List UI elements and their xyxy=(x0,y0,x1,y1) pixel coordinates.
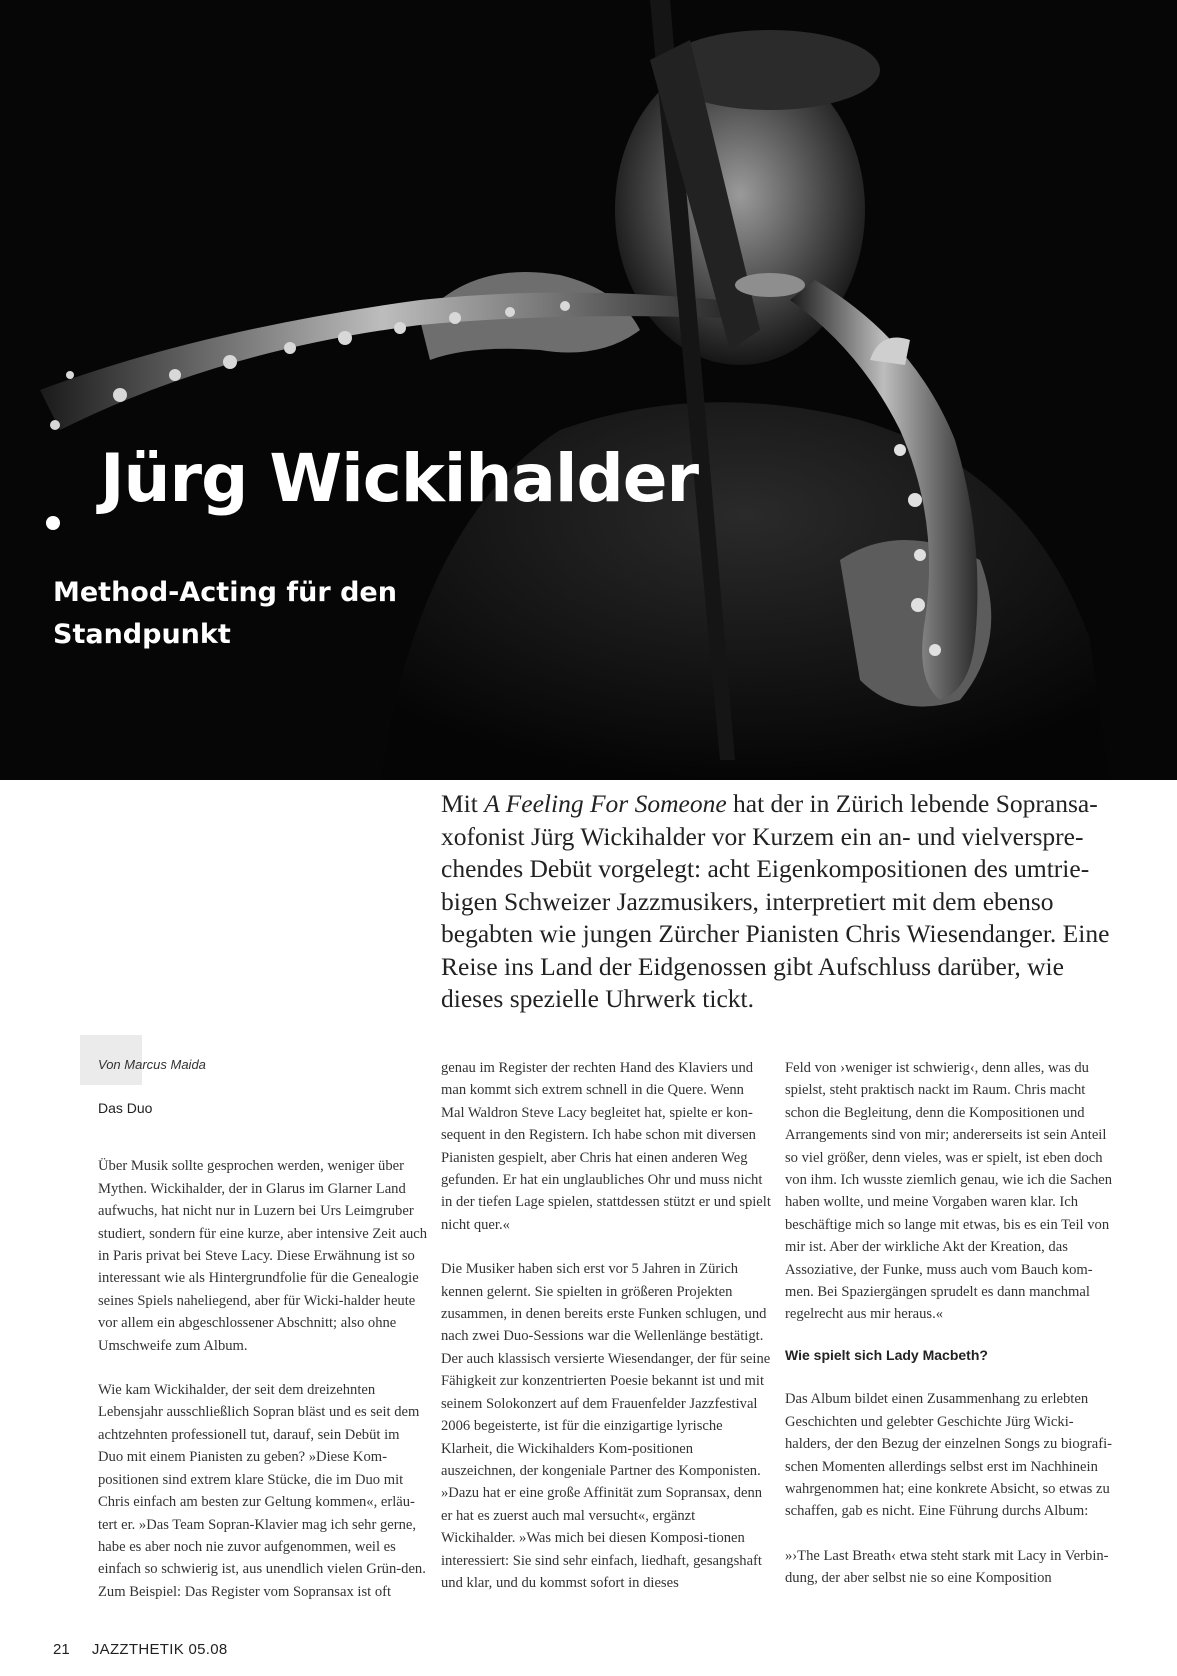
magazine-issue: JAZZTHETIK 05.08 xyxy=(91,1641,228,1658)
title-bullet xyxy=(46,516,60,530)
saxophonist-photo xyxy=(0,0,1177,780)
subtitle-line-2: Standpunkt xyxy=(53,619,231,650)
intro-lead xyxy=(441,788,1111,1016)
intro-prefix: Mit xyxy=(441,789,485,818)
article-title: Jürg Wickihalder xyxy=(100,440,699,517)
hero-photo xyxy=(0,0,1177,780)
page-number: 21 xyxy=(53,1641,70,1658)
paragraph: Das Album bildet einen Zusammenhang zu erlebten Geschichten und gelebter Geschichte Jürg Wicki-halders, der den Bezug der einzelnen Songs zu biografi-schen Momenten allerdings selbst erst im Nachhinein wahrgenommen hat; eine konkrete Absicht, so etwas zu schaffen, gab es nicht. Eine Führung durchs Album: xyxy=(785,1391,1113,1520)
album-title: A Feeling For Someone xyxy=(484,789,727,818)
paragraph: genau im Register der rechten Hand des Klaviers und man kommt sich extrem schnell in die Quere. Wenn Mal Waldron Steve Lacy begleitet hat, spielte er kon-sequent in den Registern. Ich habe schon mit diversen Pianisten gespielt, aber Chris hat einen anderen Weg gefunden. Er hat ein unglaubliches Ohr und muss nicht in der tiefen Lage spielen, stattdessen stützt er und spielt nicht quer.« xyxy=(441,1060,771,1233)
article-subtitle xyxy=(53,572,397,656)
section-heading-duo: Das Duo xyxy=(98,1100,153,1116)
article-column-1 xyxy=(98,1097,428,1625)
section-heading-lady-macbeth: Wie spielt sich Lady Macbeth? xyxy=(785,1346,988,1363)
paragraph: Die Musiker haben sich erst vor 5 Jahren in Zürich kennen gelernt. Sie spielten in größeren Projekten zusammen, in denen bereits erste Funken schlugen, und nach zwei Duo-Sessions war die Wellenlänge bestätigt. Der auch klassisch versierte Wiesendanger, der für seine Fähigkeit zur konzentrierten Poesie bekannt ist und mit seinem Solokonzert auf dem Frauenfelder Jazzfestival 2006 begeisterte, ist für die einzigartige lyrische Klarheit, die Wickihalders Kom-positionen auszeichnen, der kongeniale Partner des Komponisten. »Dazu hat er eine große Affinität zum Sopransax, denn er hat es zuerst auch mal versucht«, ergänzt Wickihalder. »Was mich bei diesen Komposi-tionen interessiert: Sie sind sehr einfach, liedhaft, gesangshaft und klar, und du kommst sofort in dieses xyxy=(441,1261,771,1591)
byline: Von Marcus Maida xyxy=(98,1057,206,1072)
article-column-2 xyxy=(441,1057,771,1616)
paragraph: »›The Last Breath‹ etwa steht stark mit Lacy in Verbin-dung, der aber selbst nie so eine Komposition xyxy=(785,1547,1109,1587)
page-footer xyxy=(53,1641,228,1658)
paragraph: Über Musik sollte gesprochen werden, weniger über Mythen. Wickihalder, der in Glarus im Glarner Land aufwuchs, hat nicht nur in Luzern bei Urs Leimgruber studiert, sondern für eine kurze, aber intensive Zeit auch in Paris privat bei Steve Lacy. Diese Erwähnung ist so interessant wie als Hintergrundfolie für die Genealogie seines Spiels naheliegend, aber für Wicki-halder heute vor allem ein abgeschlossener Abschnitt; also ohne Umschweife zum Album. xyxy=(98,1158,428,1354)
paragraph: Feld von ›weniger ist schwierig‹, denn alles, was du spielst, steht praktisch nackt im Raum. Chris macht schon die Begleitung, denn die Kompositionen und Arrangements sind von mir; andererseits ist sein Anteil so viel größer, denn vieles, was er spielt, ist eben doch von ihm. Ich wusste ziemlich genau, wie ich die Sachen haben wollte, und meine Vorgaben waren klar. Ich beschäftige mich so lange mit etwas, bis es ein Teil von mir ist. Aber der wirkliche Akt der Kreation, das Assoziative, der Funke, muss auch vom Bauch kom-men. Bei Spaziergängen sprudelt es dann manchmal regelrecht aus mir heraus.« xyxy=(785,1060,1113,1323)
intro-text: hat der in Zürich lebende Sopransa-xofonist Jürg Wickihalder vor Kurzem ein an- und vielverspre-chendes Debüt vorgelegt: acht Eigenkompositionen des umtrie-bigen Schweizer Jazzmusikers, interpretiert mit dem ebenso begabten wie jungen Zürcher Pianisten Chris Wiesendanger. Eine Reise ins Land der Eidgenossen gibt Aufschluss darüber, wie dieses spezielle Uhrwerk tickt. xyxy=(441,789,1110,1013)
paragraph: Wie kam Wickihalder, der seit dem dreizehnten Lebensjahr ausschließlich Sopran bläst und es seit dem achtzehnten professionell tut, darauf, sein Debüt im Duo mit einem Pianisten zu geben? »Diese Kom-positionen sind extrem klare Stücke, die im Duo mit Chris einfach am besten zur Geltung kommen«, erläu-tert er. »Das Team Sopran-Klavier mag ich sehr gerne, habe es aber noch nie zuvor aufgenommen, weil es einfach so schwierig ist, aus unendlich vielen Grün-den. Zum Beispiel: Das Register vom Sopransax ist oft xyxy=(98,1382,426,1600)
subtitle-line-1: Method-Acting für den xyxy=(53,577,397,608)
article-column-3 xyxy=(785,1057,1115,1612)
